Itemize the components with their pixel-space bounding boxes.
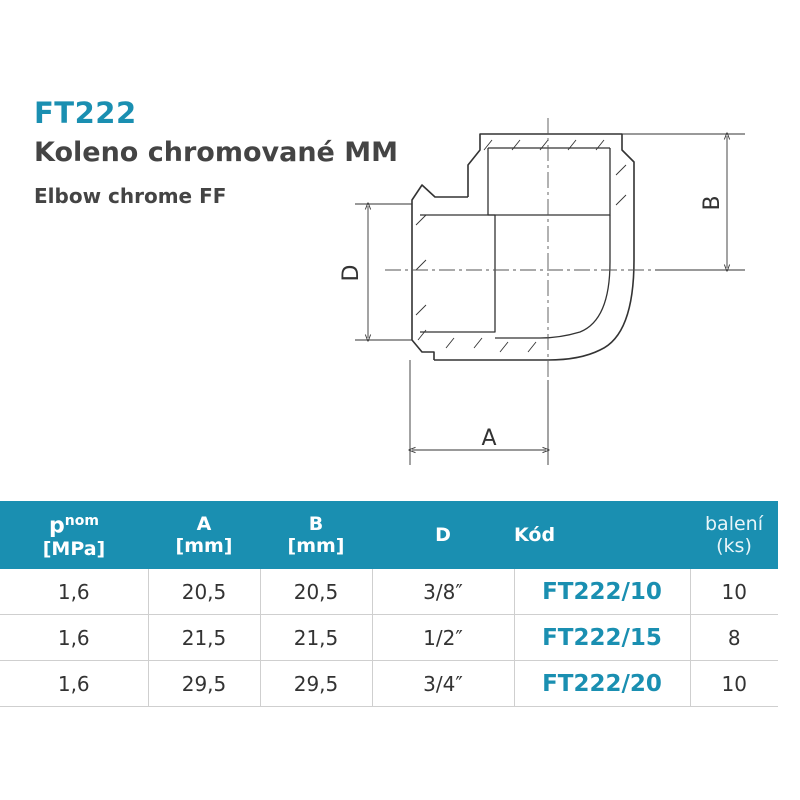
cell-pressure: 1,6 — [0, 661, 148, 707]
top-collar-outline — [468, 134, 634, 218]
table-row — [0, 661, 778, 707]
cell-a: 29,5 — [148, 661, 260, 707]
header-kod: Kód — [514, 524, 556, 546]
cell-baleni: 8 — [690, 615, 778, 661]
header-a: A [mm] — [175, 513, 233, 557]
dimension-d-label: D — [339, 264, 364, 282]
cell-b: 20,5 — [260, 569, 372, 615]
cell-kod: FT222/10 — [514, 569, 690, 615]
cell-b: 21,5 — [260, 615, 372, 661]
product-name-czech: Koleno chromované MM — [34, 137, 398, 168]
dimension-a-label: A — [481, 426, 497, 451]
cell-kod: FT222/15 — [514, 615, 690, 661]
product-code-title: FT222 — [34, 96, 137, 130]
cell-baleni: 10 — [690, 569, 778, 615]
header-baleni: balení (ks) — [705, 513, 763, 557]
table-row — [0, 569, 778, 615]
cell-baleni: 10 — [690, 661, 778, 707]
cell-a: 20,5 — [148, 569, 260, 615]
header-d: D — [435, 524, 451, 546]
cell-d: 1/2″ — [372, 615, 514, 661]
specification-table — [0, 501, 778, 707]
cell-d: 3/8″ — [372, 569, 514, 615]
dimension-b-label: B — [700, 195, 725, 211]
left-collar-outline — [412, 185, 468, 360]
cell-a: 21,5 — [148, 615, 260, 661]
header-b: B [mm] — [287, 513, 345, 557]
cell-b: 29,5 — [260, 661, 372, 707]
cell-pressure: 1,6 — [0, 615, 148, 661]
cell-kod: FT222/20 — [514, 661, 690, 707]
cell-d: 3/4″ — [372, 661, 514, 707]
header-pressure: $p^{nom}$ [MPa] — [42, 513, 106, 560]
outer-body-outline — [434, 218, 634, 360]
product-name-english: Elbow chrome FF — [34, 184, 227, 208]
cell-pressure: 1,6 — [0, 569, 148, 615]
table-row — [0, 615, 778, 661]
table-header-row — [0, 501, 778, 569]
